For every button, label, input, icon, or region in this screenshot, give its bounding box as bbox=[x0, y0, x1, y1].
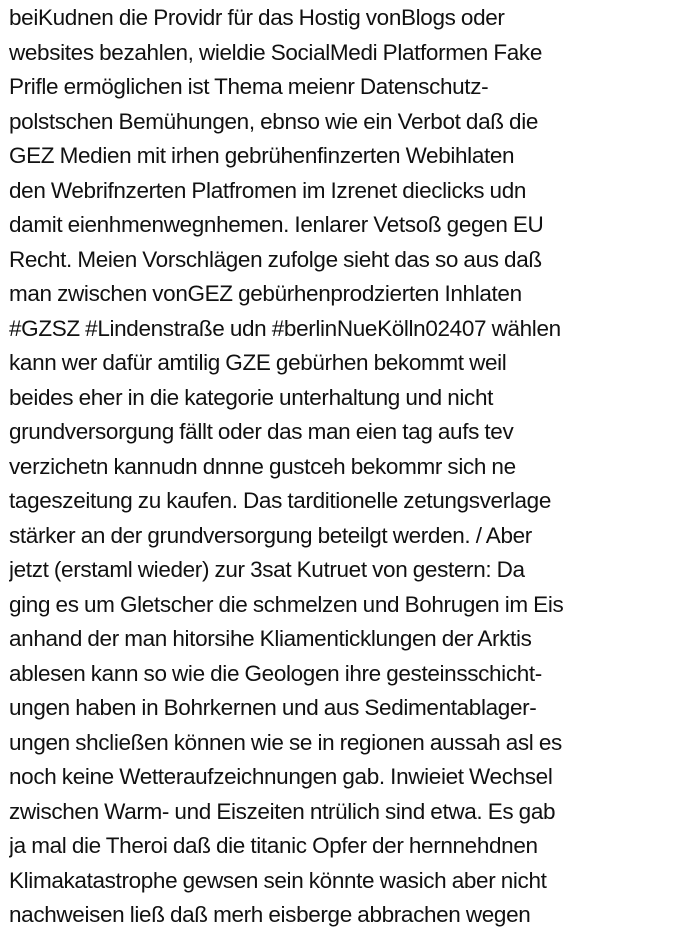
body-text bbox=[9, 1, 681, 933]
text-line-18: ging es um Gletscher die schmelzen und Bohrugen im Eis bbox=[9, 591, 564, 617]
text-line-12: beides eher in die kategorie unterhaltung und nicht bbox=[9, 384, 494, 410]
text-line-21: ungen haben in Bohrkernen und aus Sedimentablager- bbox=[9, 695, 537, 720]
text-line-2: websites bezahlen, wieldie SocialMedi Platformen Fake bbox=[9, 39, 542, 65]
text-line-13: grundversorgung fällt oder das man eien tag aufs tev bbox=[9, 419, 514, 444]
text-line-8: Recht. Meien Vorschlägen zufolge sieht das so aus daß bbox=[9, 246, 542, 272]
text-line-3: Prifle ermöglichen ist Thema meienr Datenschutz- bbox=[9, 74, 489, 99]
text-line-27: nachweisen ließ daß merh eisberge abbrachen wegen bbox=[9, 902, 531, 927]
text-line-5: GEZ Medien mit irhen gebrühenfinzerten Webihlaten bbox=[9, 143, 515, 168]
text-line-4: polstschen Bemühungen, ebnso wie ein Verbot daß die bbox=[9, 108, 539, 134]
text-line-15: tageszeitung zu kaufen. Das tarditionelle zetungsverlage bbox=[9, 488, 552, 513]
text-line-7: damit eienhmenwegnhemen. Ienlarer Vetsoß gegen EU bbox=[9, 212, 544, 237]
text-line-23: noch keine Wetteraufzeichnungen gab. Inwieiet Wechsel bbox=[9, 764, 553, 789]
text-line-24: zwischen Warm- und Eiszeiten ntrülich sind etwa. Es gab bbox=[9, 798, 556, 824]
text-line-6: den Webrifnzerten Platfromen im Izrenet dieclicks udn bbox=[9, 177, 527, 203]
text-line-17: jetzt (erstaml wieder) zur 3sat Kutruet von gestern: Da bbox=[9, 557, 525, 582]
text-line-25: ja mal die Theroi daß die titanic Opfer der hernnehdnen bbox=[9, 833, 538, 858]
text-line-9: man zwischen vonGEZ gebürhenprodzierten Inhlaten bbox=[9, 281, 522, 306]
text-line-14: verzichetn kannudn dnnne gustceh bekommr sich ne bbox=[9, 453, 516, 479]
text-line-26: Klimakatastrophe gewsen sein könnte wasich aber nicht bbox=[9, 867, 547, 893]
text-line-22: ungen shcließen können wie se in regionen aussah asl es bbox=[9, 729, 562, 755]
text-line-19: anhand der man hitorsihe Kliamenticklungen der Arktis bbox=[9, 626, 532, 651]
text-line-16: stärker an der grundversorgung beteilgt werden. / Aber bbox=[9, 522, 532, 548]
text-line-20: ablesen kann so wie die Geologen ihre gesteinsschicht- bbox=[9, 660, 542, 686]
text-line-1: beiKudnen die Providr für das Hostig vonBlogs oder bbox=[9, 5, 505, 30]
text-line-10: #GZSZ #Lindenstraße udn #berlinNueKölln02407 wählen bbox=[9, 315, 561, 341]
text-line-11: kann wer dafür amtilig GZE gebürhen bekommt weil bbox=[9, 350, 507, 375]
